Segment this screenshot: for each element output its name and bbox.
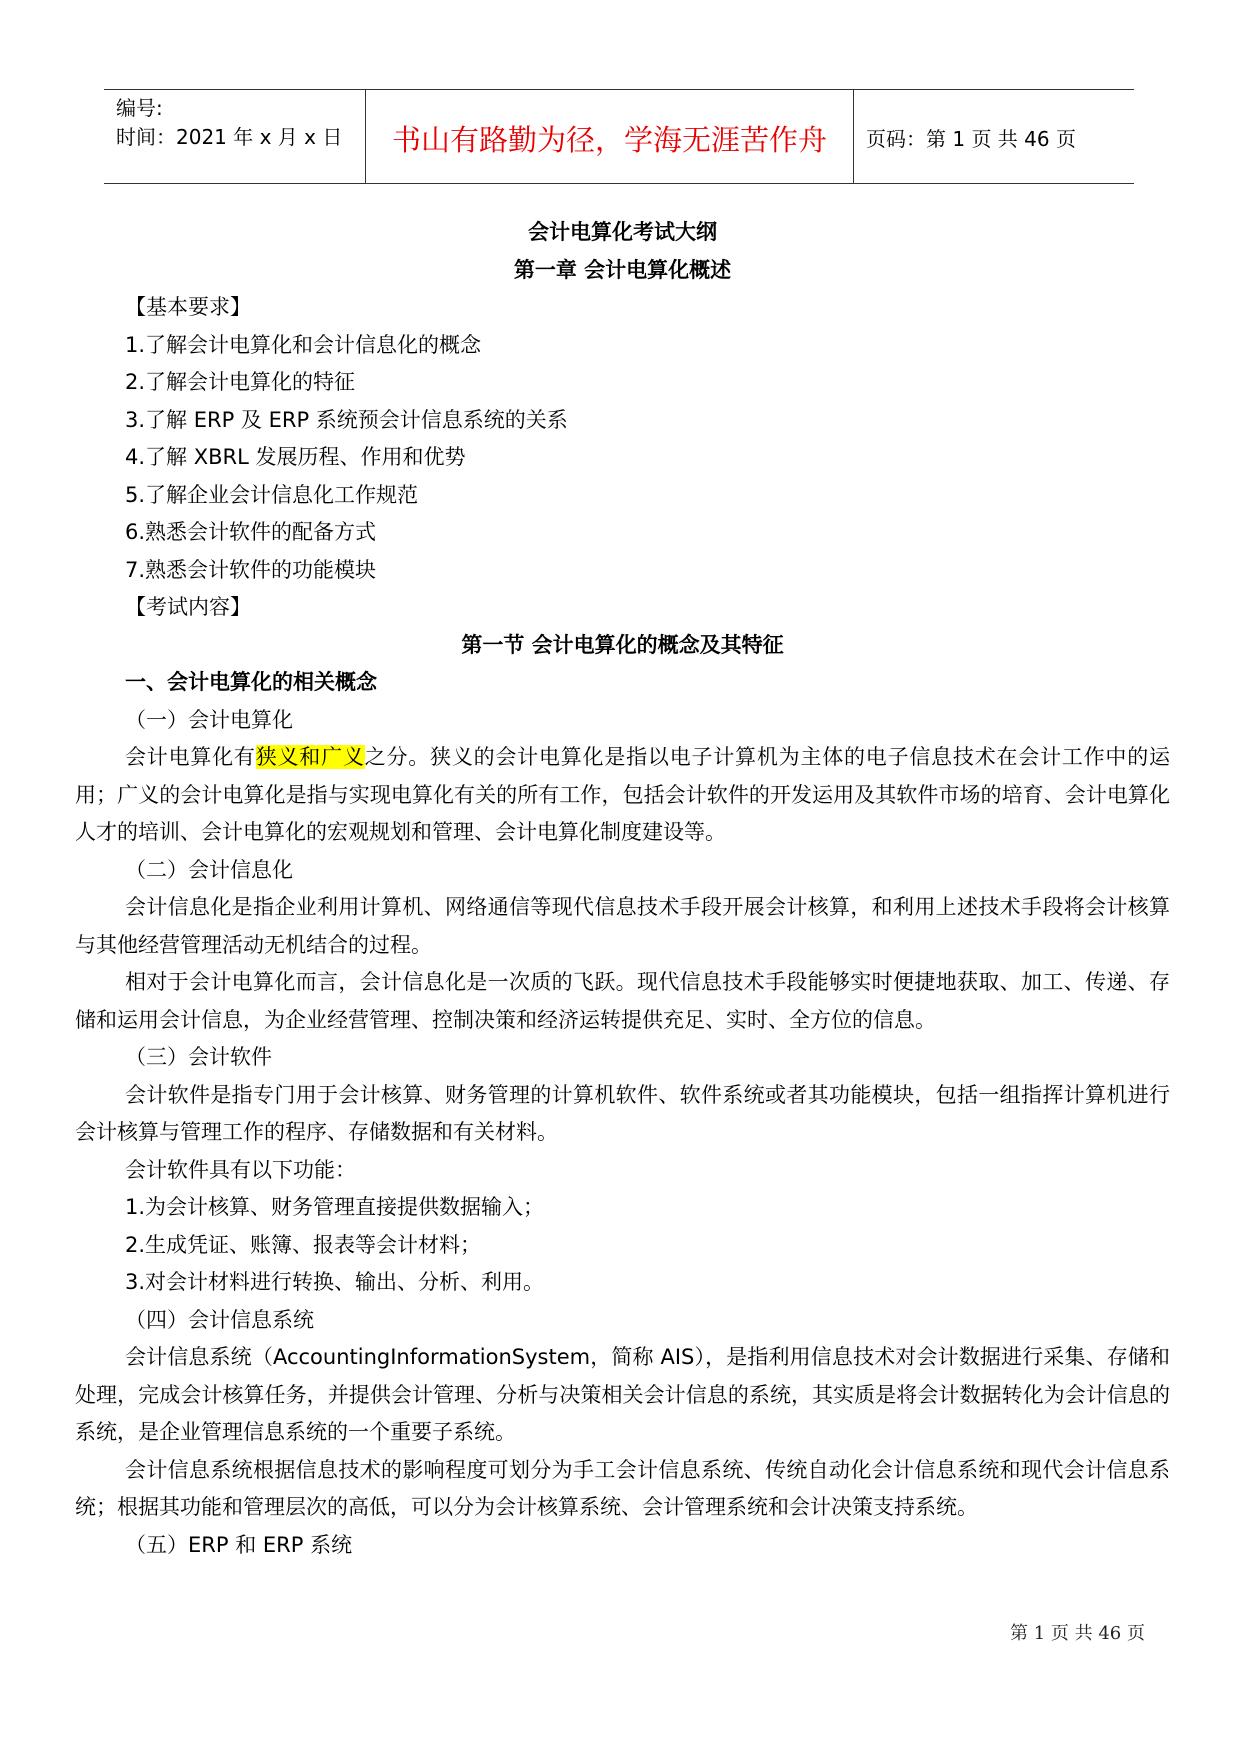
paragraph-7: 会计信息系统根据信息技术的影响程度可划分为手工会计信息系统、传统自动化会计信息系统和现代会计信息系统；根据其功能和管理层次的高低，可以分为会计核算系统、会计管理系统和会计决策支持系统。 [75, 1457, 1170, 1519]
req-item: 4.了解 XBRL 发展历程、作用和优势 [125, 445, 466, 469]
header-motto: 书山有路勤为径，学海无涯苦作舟 [366, 90, 854, 183]
subheading-4: （四）会计信息系统 [125, 1307, 314, 1332]
req-item: 6.熟悉会计软件的配备方式 [125, 520, 377, 544]
doc-title: 会计电算化考试大纲 [528, 220, 717, 244]
exam-content-heading: 【考试内容】 [125, 595, 251, 619]
p1-pre: 会计电算化有 [125, 745, 256, 769]
highlighted-text: 狭义和广义 [255, 745, 365, 769]
page-footer: 第 1 页 共 46 页 [1010, 1623, 1145, 1644]
paragraph-2: 会计信息化是指企业利用计算机、网络通信等现代信息技术手段开展会计核算，和利用上述技术手段将会计核算与其他经营管理活动无机结合的过程。 [75, 895, 1170, 957]
p1-post: 之分。狭义的会计电算化是指以电子计算机为主体的电子信息技术在会计工作中的运用；广义的会计电算化是指与实现电算化有关的所有工作，包括会计软件的开发运用及其软件市场的培育、会计电算化人才的培训、会计电算化的宏观规划和管理、会计电算化制度建设等。 [75, 745, 1171, 844]
chapter-title: 第一章 会计电算化概述 [513, 257, 732, 282]
time-label: 时间：2021 年 x 月 x 日 [116, 125, 343, 149]
paragraph-5: 会计软件具有以下功能： [125, 1157, 356, 1182]
heading-concepts: 一、会计电算化的相关概念 [125, 670, 377, 694]
req-item: 3.了解 ERP 及 ERP 系统预会计信息系统的关系 [125, 407, 568, 432]
subheading-5: （五）ERP 和 ERP 系统 [125, 1532, 353, 1557]
paragraph-4: 会计软件是指专门用于会计核算、财务管理的计算机软件、软件系统或者其功能模块，包括一组指挥计算机进行会计核算与管理工作的程序、存储数据和有关材料。 [75, 1082, 1170, 1144]
basic-requirements-heading: 【基本要求】 [125, 295, 251, 319]
req-item: 2.了解会计电算化的特征 [125, 370, 356, 394]
req-item: 1.了解会计电算化和会计信息化的概念 [125, 332, 482, 357]
section-title: 第一节 会计电算化的概念及其特征 [461, 632, 784, 657]
req-item: 5.了解企业会计信息化工作规范 [125, 482, 419, 507]
subheading-3: （三）会计软件 [125, 1045, 272, 1069]
header-meta [104, 90, 366, 183]
function-item: 3.对会计材料进行转换、输出、分析、利用。 [125, 1270, 545, 1294]
subheading-2: （二）会计信息化 [125, 857, 293, 882]
paragraph-1 [75, 739, 1170, 852]
number-label: 编号: [116, 96, 163, 120]
header-page-label: 页码：第 1 页 共 46 页 [866, 127, 1076, 151]
subheading-1: （一）会计电算化 [125, 707, 293, 732]
paragraph-3: 相对于会计电算化而言，会计信息化是一次质的飞跃。现代信息技术手段能够实时便捷地获取、加工、传递、存储和运用会计信息，为企业经营管理、控制决策和经济运转提供充足、实时、全方位的信息。 [75, 970, 1170, 1032]
function-item: 1.为会计核算、财务管理直接提供数据输入； [125, 1195, 545, 1219]
function-item: 2.生成凭证、账簿、报表等会计材料； [125, 1232, 482, 1257]
document-header [104, 89, 1134, 184]
document-body [75, 214, 1170, 1564]
req-item: 7.熟悉会计软件的功能模块 [125, 557, 377, 582]
paragraph-6: 会计信息系统（AccountingInformationSystem，简称 AIS），是指利用信息技术对会计数据进行采集、存储和处理，完成会计核算任务，并提供会计管理、分析与决策相关会计信息的系统，其实质是将会计数据转化为会计信息的系统，是企业管理信息系统的一个重要子系统。 [75, 1345, 1170, 1444]
